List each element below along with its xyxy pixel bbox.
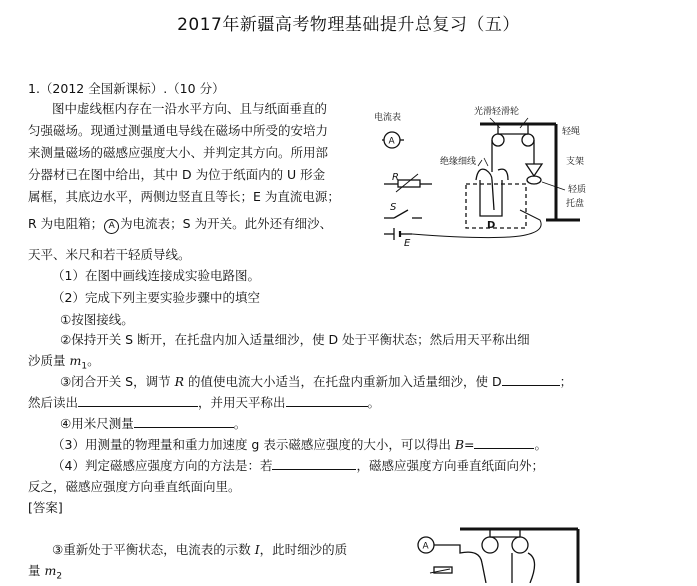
answer-label: [答案] [28,500,63,515]
text-run: 。 [87,353,100,368]
ammeter-symbol: A [104,219,119,234]
switch-label: S [390,202,397,213]
question-paragraph: 属框，其底边水平，两侧边竖直且等长；E 为直流电源； [28,189,340,204]
pulley-left [492,134,504,146]
text-run: ，此时细沙的质 [259,542,348,557]
fill-blank[interactable] [272,457,356,470]
magnetic-field-region [466,184,526,228]
sub-question-1: （1）在图中画线连接成实验电路图。 [52,268,260,283]
text-run: 然后读出 [28,395,79,410]
variable-B: B [454,437,464,452]
text-run: ④用米尺测量 [60,416,134,431]
question-paragraph: 分器材已在图中给出，其中 D 为位于纸面内的 U 形金 [28,167,326,182]
tray [526,164,542,176]
sub-question-2: （2）完成下列主要实验步骤中的填空 [52,290,260,305]
answer-step-3-cont [28,562,62,586]
tray-label-1: 轻质 [568,185,587,195]
text-run: ③重新处于平衡状态，电流表的示数 [52,542,255,557]
sub-question-4 [52,457,544,475]
answer-step-3 [52,541,347,559]
sub-question-4-cont: 反之，磁感应强度方向垂直纸面向里。 [28,479,241,494]
support-label: 支架 [566,157,585,167]
text-run: ； [559,374,573,389]
resistor-label: R [392,172,399,183]
question-header: 1.（2012 全国新课标）.（10 分） [28,81,225,96]
answer-figure [400,523,600,583]
text-run: 的值使电流大小适当，在托盘内重新加入适量细沙，使 D [184,374,502,389]
pulley-label: 光滑轻滑轮 [474,107,520,117]
text-run: 沙质量 [28,353,70,368]
text-run: ，磁感应强度方向垂直纸面向外； [356,458,544,473]
step-1: ①按图接线。 [60,312,134,327]
fill-blank[interactable] [502,373,560,386]
tray-label-2: 托盘 [566,199,585,209]
connecting-wire [412,210,541,238]
u-frame-right [498,169,508,180]
fill-blank[interactable] [286,394,368,407]
text-run: 。 [367,395,381,410]
fill-blank[interactable] [474,436,534,449]
text-run: ③闭合开关 S，调节 [60,374,175,389]
question-paragraph: 天平、米尺和若干轻质导线。 [28,247,191,262]
question-paragraph: 匀强磁场。现通过测量通电导线在磁场中所受的安培力 [28,123,329,138]
text-run: （4）判定磁感应强度方向的方法是：若 [52,458,273,473]
step-3-cont [28,394,380,412]
text-run: = [464,437,475,452]
question-paragraph: 图中虚线框内存在一沿水平方向、且与纸面垂直的 [52,101,328,116]
frame-label: D [487,220,496,231]
variable-R: R [174,374,185,389]
fill-blank[interactable] [78,394,198,407]
step-3 [60,373,572,391]
text-run: R 为电阻箱； [28,216,104,231]
text-run: 。 [233,416,247,431]
step-2-cont [28,352,100,376]
text-run: （3）用测量的物理量和重力加速度 g 表示磁感应强度的大小，可以得出 [52,437,455,452]
variable-m: m [44,563,57,578]
page-title: 2017年新疆高考物理基础提升总复习（五） [177,15,520,35]
subscript: 2 [56,571,63,582]
ammeter-label: 电流表 [374,113,402,123]
answer-ammeter-letter: A [422,541,429,552]
fill-blank[interactable] [134,415,234,428]
question-paragraph [28,215,332,234]
u-frame-left [476,169,494,210]
variable-m: m [69,353,82,368]
step-2: ②保持开关 S 断开，在托盘内加入适量细沙，使 D 处于平衡状态；然后用天平称出细 [60,332,530,347]
sub-question-3 [52,436,547,454]
ammeter-letter: A [388,136,395,147]
wire-label: 绝缘细线 [440,157,477,167]
experiment-figure [370,100,600,250]
step-4 [60,415,246,433]
text-run: ，并用天平称出 [198,395,286,410]
text-run: 。 [534,437,547,452]
u-frame [480,180,502,216]
text-run: 为电流表；S 为开关。此外还有细沙、 [120,216,333,231]
variable-I: I [254,542,260,557]
pulley-right [522,134,534,146]
battery-label: E [404,238,411,249]
question-paragraph: 来测量磁场的磁感应强度大小、并判定其方向。所用部 [28,145,329,160]
rope-label: 轻绳 [562,127,581,137]
subscript: 1 [81,361,88,372]
text-run: 量 [28,563,45,578]
